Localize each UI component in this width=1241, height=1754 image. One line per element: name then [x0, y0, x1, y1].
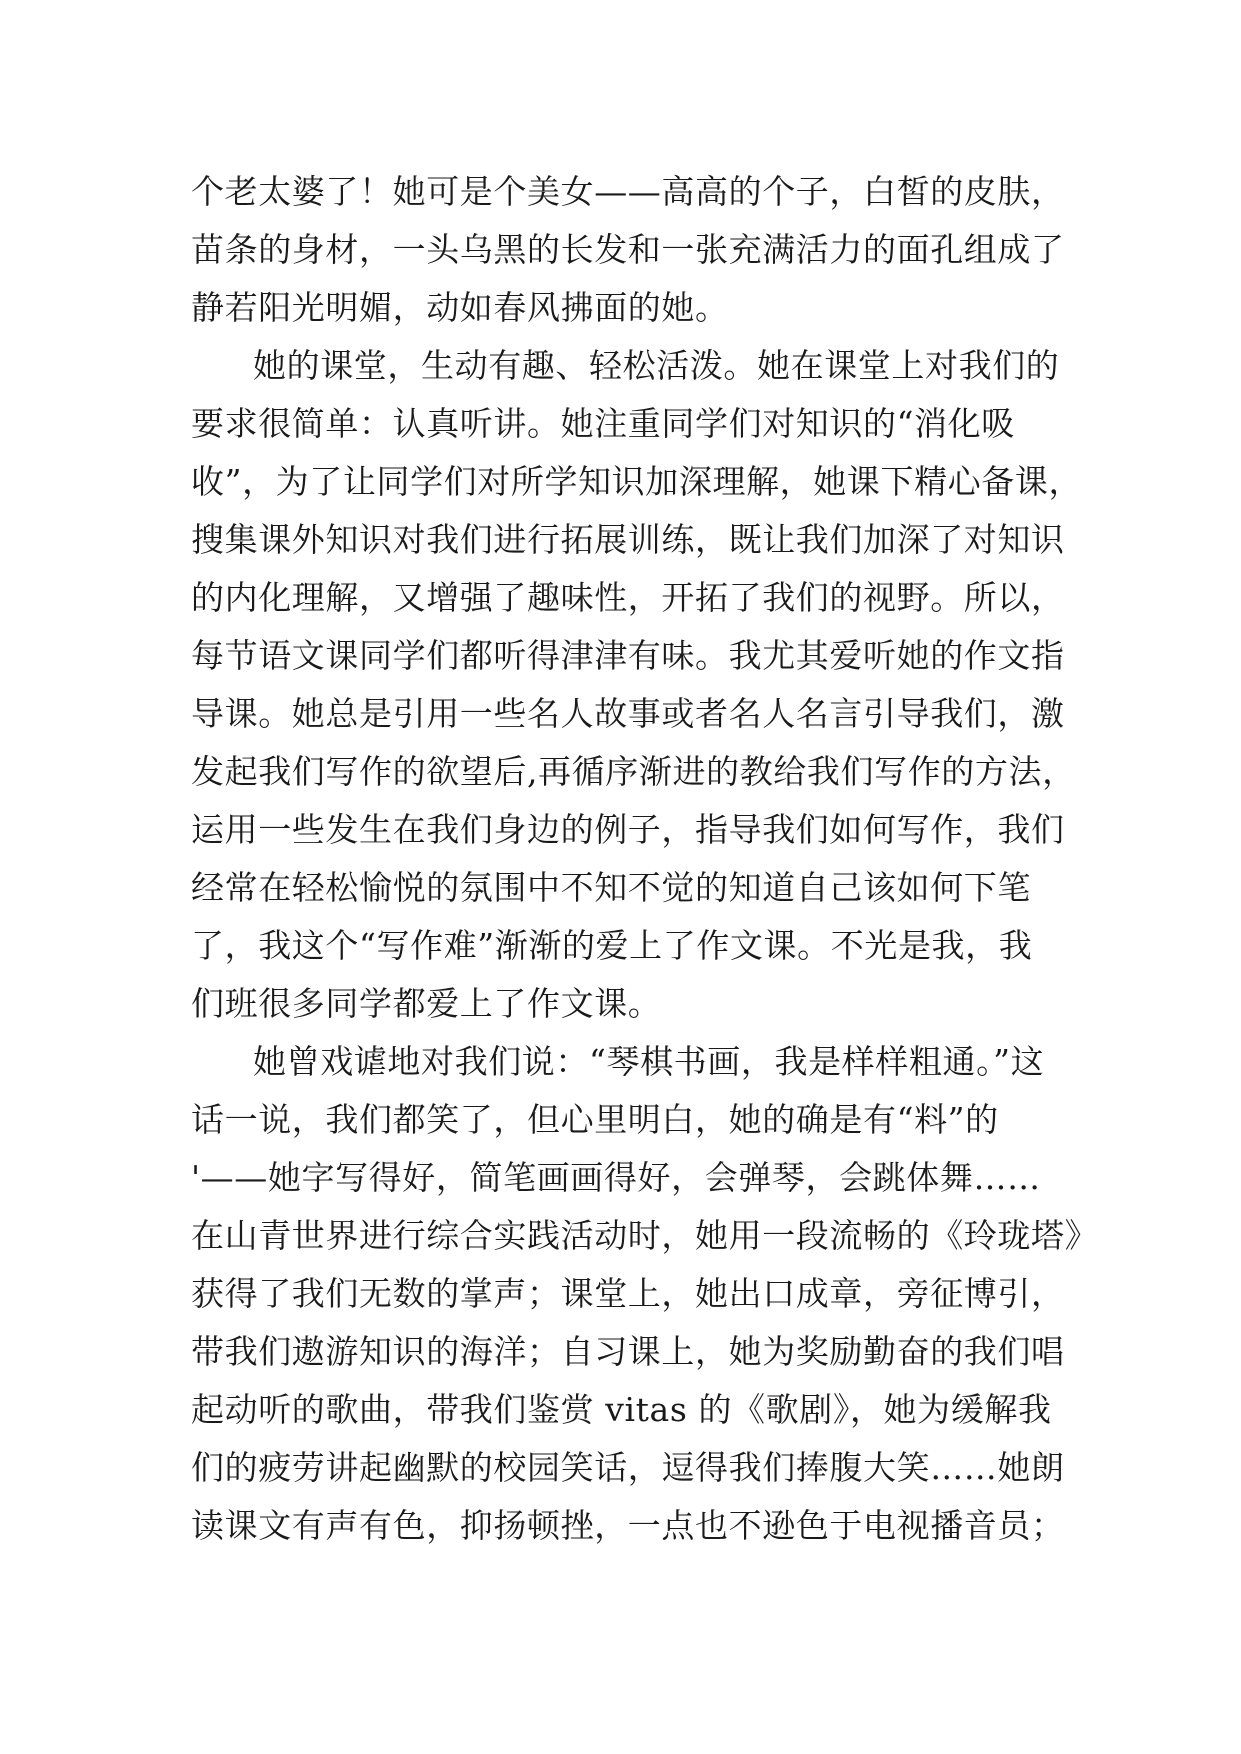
paragraph-first-line: 她的课堂，生动有趣、轻松活泼。她在课堂上对我们的: [253, 346, 1060, 385]
text-line: 搜集课外知识对我们进行拓展训练，既让我们加深了对知识: [191, 520, 1065, 559]
text-line: 收”，为了让同学们对所学知识加深理解，她课下精心备课，: [191, 462, 1083, 501]
text-line: 话一说，我们都笑了，但心里明白，她的确是有“料”的: [191, 1100, 999, 1139]
text-line: 在山青世界进行综合实践活动时，她用一段流畅的《玲珑塔》: [191, 1216, 1099, 1255]
text-line: 获得了我们无数的掌声；课堂上，她出口成章，旁征博引，: [191, 1274, 1065, 1313]
text-line: 运用一些发生在我们身边的例子，指导我们如何写作，我们: [191, 810, 1065, 849]
body-text: [191, 163, 1099, 1555]
text-line: '——她字写得好，简笔画画得好，会弹琴，会跳体舞……: [191, 1158, 1041, 1197]
text-line: 个老太婆了！她可是个美女——高高的个子，白皙的皮肤，: [191, 172, 1065, 211]
text-line: 的内化理解，又增强了趣味性，开拓了我们的视野。所以，: [191, 578, 1065, 617]
text-line: 苗条的身材，一头乌黑的长发和一张充满活力的面孔组成了: [191, 230, 1065, 269]
text-line: 导课。她总是引用一些名人故事或者名人名言引导我们，激: [191, 694, 1065, 733]
text-line: 了，我这个“写作难”渐渐的爱上了作文课。不光是我，我: [191, 926, 1033, 965]
text-line: 读课文有声有色，抑扬顿挫，一点也不逊色于电视播音员；: [191, 1506, 1065, 1545]
text-line: 每节语文课同学们都听得津津有味。我尤其爱听她的作文指: [191, 636, 1065, 675]
text-line: 发起我们写作的欲望后,再循序渐进的教给我们写作的方法，: [191, 752, 1076, 791]
paragraph-first-line: 她曾戏谑地对我们说：“琴棋书画，我是样样粗通。”这: [253, 1042, 1045, 1081]
text-line: 静若阳光明媚，动如春风拂面的她。: [191, 288, 729, 327]
text-line: 要求很简单：认真听讲。她注重同学们对知识的“消化吸: [191, 404, 1015, 443]
text-line: 起动听的歌曲，带我们鉴赏 vitas 的《歌剧》，她为缓解我: [191, 1390, 1052, 1429]
text-line: 带我们遨游知识的海洋；自习课上，她为奖励勤奋的我们唱: [191, 1332, 1065, 1371]
text-line: 经常在轻松愉悦的氛围中不知不觉的知道自己该如何下笔: [191, 868, 1031, 907]
text-line: 们的疲劳讲起幽默的校园笑话，逗得我们捧腹大笑……她朗: [191, 1448, 1065, 1487]
text-line: 们班很多同学都爱上了作文课。: [191, 984, 662, 1023]
